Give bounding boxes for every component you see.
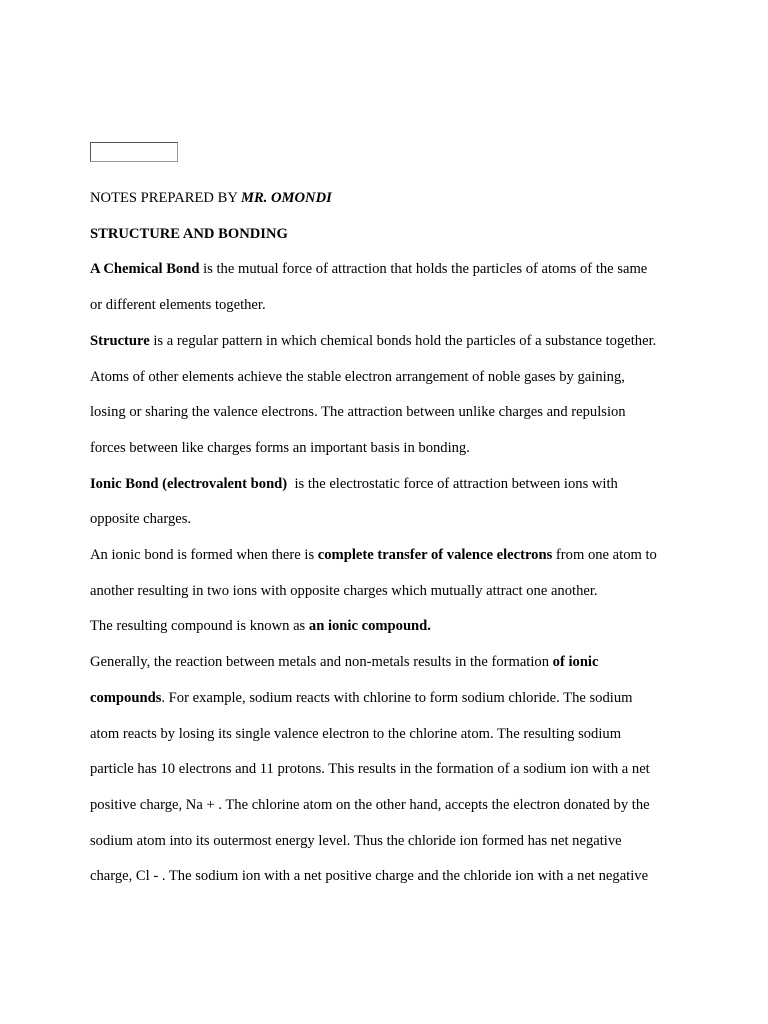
generally-line-1 bbox=[90, 645, 690, 681]
generally-text: Generally, the reaction between metals and non-metals results in the formation bbox=[90, 654, 553, 671]
formation-line-2: another resulting in two ions with opposite charges which mutually attract one another. bbox=[90, 582, 598, 599]
formation-bold: complete transfer of valence electrons bbox=[317, 547, 553, 564]
prepared-by-label: NOTES PREPARED BY bbox=[90, 190, 241, 206]
compound-line bbox=[90, 609, 690, 645]
author-name: MR. OMONDI bbox=[240, 190, 332, 206]
generally-line-4: particle has 10 electrons and 11 protons. This results in the formation of a sodium ion with a net bbox=[90, 761, 650, 778]
structure-term: Structure bbox=[90, 332, 150, 349]
page-title bbox=[90, 217, 690, 253]
atoms-line-1: Atoms of other elements achieve the stable electron arrangement of noble gases by gaining, bbox=[90, 368, 625, 385]
document-body bbox=[90, 181, 690, 895]
generally-line-2 bbox=[90, 681, 690, 717]
structure-line bbox=[90, 324, 690, 360]
generally-line-3: atom reacts by losing its single valence electron to the chlorine atom. The resulting sodium bbox=[90, 725, 622, 742]
title-text: STRUCTURE AND BONDING bbox=[90, 225, 288, 242]
ionic-bond-text: is the electrostatic force of attraction between ions with bbox=[287, 475, 618, 492]
formation-text-post: from one atom to bbox=[552, 547, 657, 564]
generally-text-2: . For example, sodium reacts with chlorine to form sodium chloride. The sodium bbox=[161, 689, 633, 706]
chemical-bond-line-2: or different elements together. bbox=[90, 297, 266, 314]
formation-text-pre: An ionic bond is formed when there is bbox=[90, 547, 318, 564]
atoms-line-3: forces between like charges forms an important basis in bonding. bbox=[90, 439, 470, 456]
atoms-line-2: losing or sharing the valence electrons. The attraction between unlike charges and repulsion bbox=[90, 404, 626, 421]
chemical-bond-line-1 bbox=[90, 252, 690, 288]
empty-text-box bbox=[90, 142, 178, 162]
compound-text: The resulting compound is known as bbox=[90, 618, 309, 635]
ionic-bond-line-2: opposite charges. bbox=[90, 511, 192, 528]
generally-bold-2: compounds bbox=[90, 689, 162, 706]
generally-bold-1: of ionic bbox=[552, 654, 599, 671]
structure-text: is a regular pattern in which chemical bonds hold the particles of a substance together. bbox=[149, 332, 657, 349]
generally-line-6: sodium atom into its outermost energy level. Thus the chloride ion formed has net negative bbox=[90, 832, 622, 849]
formation-line-1 bbox=[90, 538, 690, 574]
ionic-bond-line-1 bbox=[90, 467, 690, 503]
chemical-bond-term: A Chemical Bond bbox=[90, 261, 200, 278]
ionic-bond-term: Ionic Bond (electrovalent bond) bbox=[90, 475, 288, 492]
compound-bold: an ionic compound. bbox=[308, 618, 431, 635]
generally-line-7: charge, Cl - . The sodium ion with a net positive charge and the chloride ion with a net negative bbox=[90, 868, 649, 885]
generally-line-5: positive charge, Na + . The chlorine atom on the other hand, accepts the electron donated by the bbox=[90, 796, 650, 813]
chemical-bond-text: is the mutual force of attraction that holds the particles of atoms of the same bbox=[199, 261, 648, 278]
prepared-by-line bbox=[90, 181, 690, 217]
